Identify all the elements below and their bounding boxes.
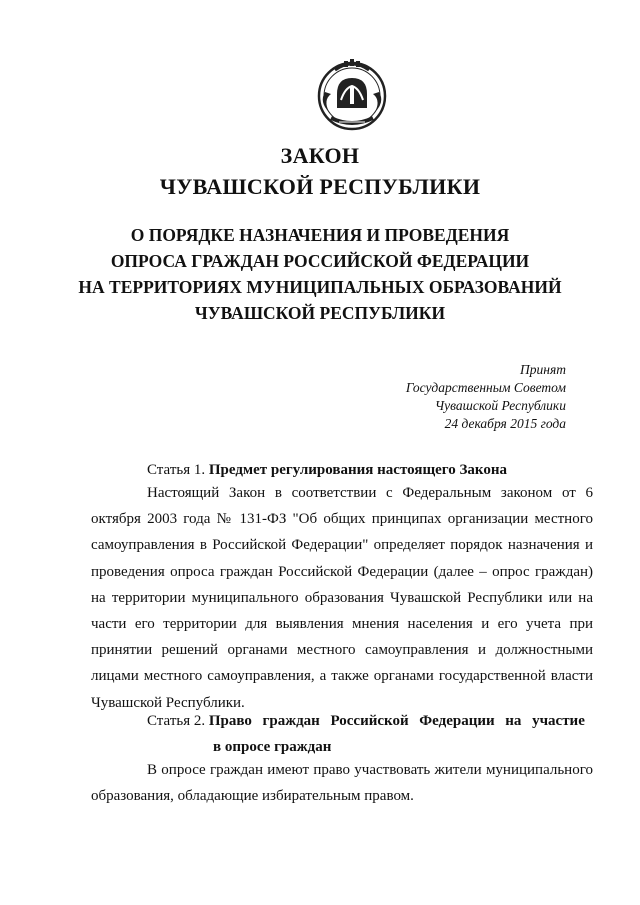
law-subtitle-line: ЧУВАШСКОЙ РЕСПУБЛИКИ [194,303,446,323]
article-2-heading [147,711,595,731]
article-1-text: Настоящий Закон в соответствии с Федеральным законом от 6 октября 2003 года № 131-ФЗ "Об общих принципах организации местного самоуправления в Российской Федерации" определяет порядок назначения и проведения опроса граждан Российской Федерации (далее – опрос граждан) на территории муниципального образования Чувашской Республики или на части его территории для выявления мнения населения и его учета при принятии решений органами местного самоуправления и должностными лицами местного самоуправления, а также органами государственной власти Чувашской Республики. [91,485,593,711]
article-title: Предмет регулирования настоящего Закона [208,462,507,478]
article-title-cont: в опросе граждан [213,739,332,755]
adoption-line: Государственным Советом [405,380,566,395]
law-title-republic: ЧУВАШСКОЙ РЕСПУБЛИКИ [159,174,481,199]
chuvash-emblem-icon [311,56,393,132]
adoption-note [326,361,566,433]
adoption-line: Принят [520,362,566,377]
law-subtitle-line: О ПОРЯДКЕ НАЗНАЧЕНИЯ И ПРОВЕДЕНИЯ [130,225,510,245]
law-subtitle-line: НА ТЕРРИТОРИЯХ МУНИЦИПАЛЬНЫХ ОБРАЗОВАНИЙ [78,277,562,297]
adoption-date: 24 декабря 2015 года [444,416,566,431]
article-1-heading [147,460,507,480]
law-subtitle-line: ОПРОСА ГРАЖДАН РОССИЙСКОЙ ФЕДЕРАЦИИ [110,251,530,271]
article-label: Статья 1. [147,462,206,478]
article-2-text: В опросе граждан имеют право участвовать жители муниципального образования, обладающие избирательным правом. [91,762,593,805]
adoption-line: Чувашской Республики [434,398,566,413]
article-title: Право граждан Российской Федерации на участие [208,713,585,729]
article-2-heading-cont [213,737,331,757]
article-label: Статья 2. [147,713,206,729]
law-title: ЗАКОН [280,143,360,168]
